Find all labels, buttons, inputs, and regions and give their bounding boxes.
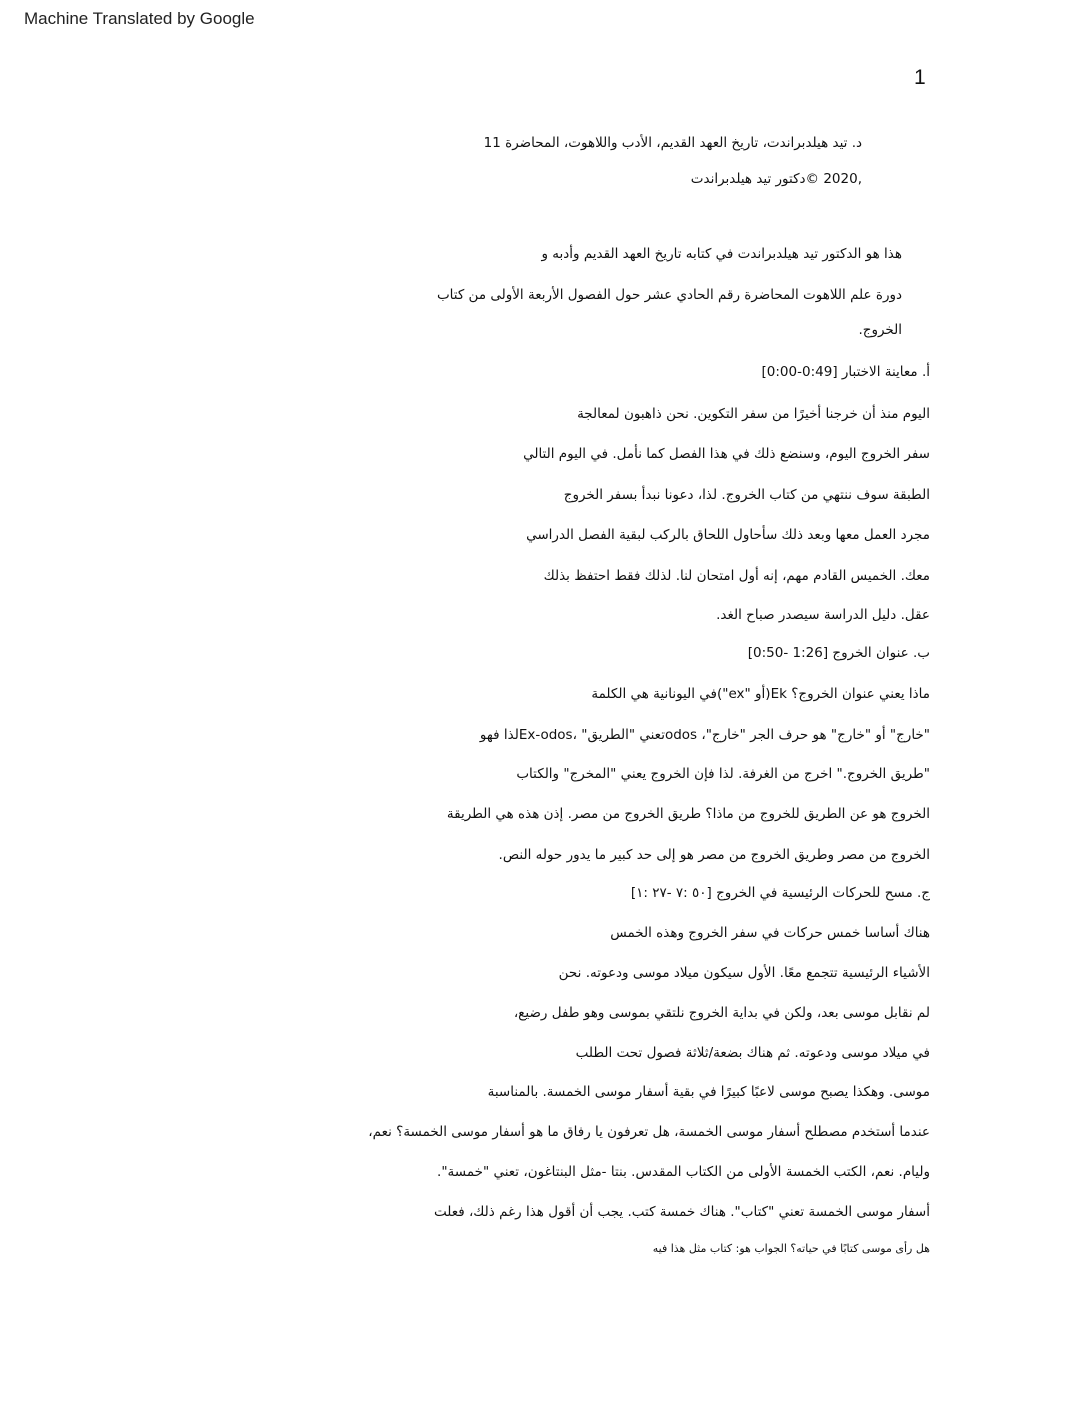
- section-a-line: سفر الخروج اليوم، وسنضع ذلك في هذا الفصل كما نأمل. في اليوم التالي: [523, 446, 930, 462]
- section-a-line: مجرد العمل معها وبعد ذلك سأحاول اللحاق بالركب لبقية الفصل الدراسي: [526, 527, 930, 543]
- section-a-line: عقل. دليل الدراسة سيصدر صباح الغد.: [716, 607, 930, 623]
- section-b-line: الخروج هو عن الطريق للخروج من ماذا؟ طريق الخروج من مصر. إذن هذه هي الطريقة: [446, 806, 930, 822]
- section-b-line: "خارج" أو "خارج" هو حرف الجر "خارج"، odosتعني "الطريق" ،Ex-odosلذا فهو: [479, 727, 930, 743]
- copyright-line: ,2020 ©دكتور تيد هيلدبراندت: [690, 171, 862, 187]
- section-b-line: الخروج من مصر وطريق الخروج من مصر هو إلى حد كبير ما يدور حوله النص.: [498, 847, 930, 863]
- section-c-line: أسفار موسى الخمسة تعني "كتاب". هناك خمسة كتب. يجب أن أقول هذا رغم ذلك، فعلت: [433, 1204, 930, 1220]
- section-c-heading: ج. مسح للحركات الرئيسية في الخروج [٥٠ :٧ -٢٧ :١]: [630, 885, 930, 901]
- section-c-line: هل رأى موسى كتابًا في حياته؟ الجواب هو: كتاب مثل هذا فيه: [652, 1242, 930, 1255]
- section-c-line: عندما أستخدم مصطلح أسفار موسى الخمسة، هل تعرفون يا رفاق ما هو أسفار موسى الخمسة؟ نعم،: [368, 1124, 930, 1140]
- section-c-line: في ميلاد موسى ودعوته. ثم هناك بضعة/ثلاثة فصول تحت الطلب: [575, 1045, 930, 1061]
- section-a-line: الطبقة سوف ننتهي من كتاب الخروج. لذا، دعونا نبدأ بسفر الخروج: [563, 487, 930, 503]
- page-number: 1: [914, 66, 926, 89]
- section-c-line: موسى. وهكذا يصبح موسى لاعبًا كبيرًا في بقية أسفار موسى الخمسة. بالمناسبة: [487, 1084, 930, 1100]
- section-a-heading: أ. معاينة الاختبار [0:49-0:00]: [761, 364, 930, 380]
- section-b-line: ماذا يعني عنوان الخروج؟ Ek(أو "ex")في اليونانية هي الكلمة: [591, 686, 930, 702]
- section-c-line: هناك أساسا خمس حركات في سفر الخروج وهذه الخمس: [610, 925, 930, 941]
- section-b-line: "طريق الخروج." اخرج من الغرفة. لذا فإن الخروج يعني "المخرج" والكتاب: [516, 766, 930, 782]
- section-a-line: معك. الخميس القادم مهم، إنه أول امتحان لنا. لذلك فقط احتفظ بذلك: [543, 568, 930, 584]
- section-b-heading: ب. عنوان الخروج [1:26 -0:50]: [747, 645, 930, 661]
- section-c-line: لم نقابل موسى بعد، ولكن في بداية الخروج نلتقي بموسى وهو طفل رضيع،: [513, 1005, 930, 1021]
- machine-translation-banner: Machine Translated by Google: [24, 9, 255, 28]
- section-a-line: اليوم منذ أن خرجنا أخيرًا من سفر التكوين. نحن ذاهبون لمعالجة: [577, 406, 930, 422]
- section-c-line: الأشياء الرئيسية تتجمع معًا. الأول سيكون ميلاد موسى ودعوته. نحن: [558, 965, 930, 981]
- section-c-line: وليام. نعم، الكتب الخمسة الأولى من الكتاب المقدس. بنتا -مثل البنتاغون، تعني "خمسة".: [437, 1164, 930, 1180]
- intro-line: هذا هو الدكتور تيد هيلدبراندت في كتابه تاريخ العهد القديم وأدبه و: [541, 246, 902, 262]
- intro-line: الخروج.: [858, 322, 902, 338]
- document-title: د. تيد هيلدبراندت، تاريخ العهد القديم، الأدب واللاهوت، المحاضرة 11: [483, 135, 862, 151]
- intro-line: دورة علم اللاهوت المحاضرة رقم الحادي عشر حول الفصول الأربعة الأولى من كتاب: [436, 287, 902, 303]
